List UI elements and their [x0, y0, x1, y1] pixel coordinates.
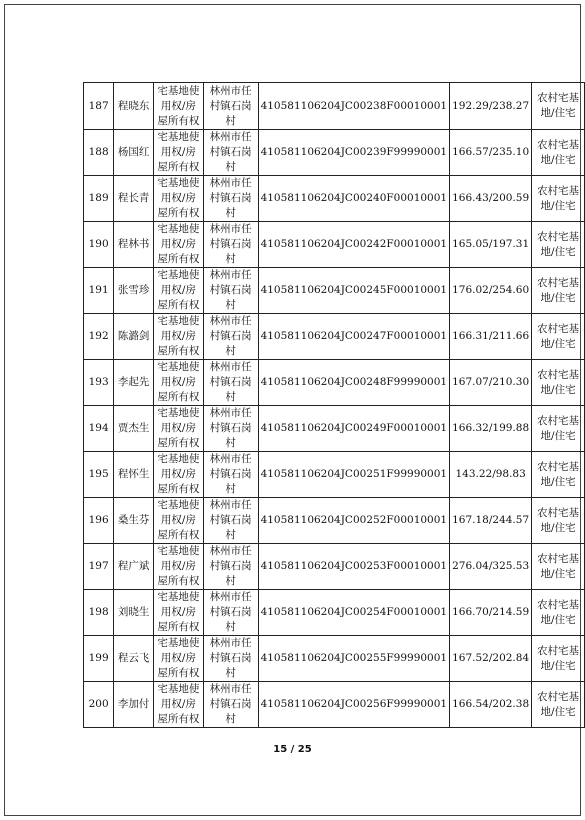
area-cell: 167.18/244.57 — [450, 498, 532, 544]
right-type-cell: 宅基地使用权/房屋所有权 — [154, 636, 204, 682]
usage-cell: 农村宅基地/住宅 — [532, 222, 585, 268]
right-type-cell: 宅基地使用权/房屋所有权 — [154, 544, 204, 590]
area-cell: 176.02/254.60 — [450, 268, 532, 314]
location-cell: 林州市任村镇石岗村 — [203, 682, 258, 728]
area-cell: 167.07/210.30 — [450, 360, 532, 406]
area-cell: 167.52/202.84 — [450, 636, 532, 682]
owner-name-cell: 程长青 — [114, 176, 154, 222]
area-cell: 165.05/197.31 — [450, 222, 532, 268]
row-number-cell: 192 — [84, 314, 114, 360]
table-row — [84, 176, 585, 222]
usage-cell: 农村宅基地/住宅 — [532, 176, 585, 222]
area-cell: 166.43/200.59 — [450, 176, 532, 222]
location-cell: 林州市任村镇石岗村 — [203, 314, 258, 360]
row-number-cell: 197 — [84, 544, 114, 590]
right-type-cell: 宅基地使用权/房屋所有权 — [154, 268, 204, 314]
right-type-cell: 宅基地使用权/房屋所有权 — [154, 83, 204, 130]
location-cell: 林州市任村镇石岗村 — [203, 452, 258, 498]
right-type-cell: 宅基地使用权/房屋所有权 — [154, 130, 204, 176]
property-code-cell: 410581106204JC00242F00010001 — [258, 222, 450, 268]
owner-name-cell: 程怀生 — [114, 452, 154, 498]
property-code-cell: 410581106204JC00247F00010001 — [258, 314, 450, 360]
property-code-cell: 410581106204JC00256F99990001 — [258, 682, 450, 728]
row-number-cell: 199 — [84, 636, 114, 682]
registration-table-body — [84, 83, 585, 728]
usage-cell: 农村宅基地/住宅 — [532, 682, 585, 728]
property-code-cell: 410581106204JC00248F99990001 — [258, 360, 450, 406]
usage-cell: 农村宅基地/住宅 — [532, 498, 585, 544]
usage-cell: 农村宅基地/住宅 — [532, 83, 585, 130]
row-number-cell: 200 — [84, 682, 114, 728]
property-code-cell: 410581106204JC00249F00010001 — [258, 406, 450, 452]
right-type-cell: 宅基地使用权/房屋所有权 — [154, 406, 204, 452]
row-number-cell: 198 — [84, 590, 114, 636]
area-cell: 166.54/202.38 — [450, 682, 532, 728]
row-number-cell: 187 — [84, 83, 114, 130]
usage-cell: 农村宅基地/住宅 — [532, 314, 585, 360]
owner-name-cell: 杨国红 — [114, 130, 154, 176]
row-number-cell: 190 — [84, 222, 114, 268]
right-type-cell: 宅基地使用权/房屋所有权 — [154, 360, 204, 406]
usage-cell: 农村宅基地/住宅 — [532, 636, 585, 682]
owner-name-cell: 李加付 — [114, 682, 154, 728]
property-code-cell: 410581106204JC00239F99990001 — [258, 130, 450, 176]
usage-cell: 农村宅基地/住宅 — [532, 590, 585, 636]
owner-name-cell: 程广斌 — [114, 544, 154, 590]
location-cell: 林州市任村镇石岗村 — [203, 498, 258, 544]
table-row — [84, 130, 585, 176]
area-cell: 192.29/238.27 — [450, 83, 532, 130]
owner-name-cell: 陈潞剑 — [114, 314, 154, 360]
location-cell: 林州市任村镇石岗村 — [203, 406, 258, 452]
right-type-cell: 宅基地使用权/房屋所有权 — [154, 314, 204, 360]
page-indicator: 15 / 25 — [273, 744, 312, 755]
area-cell: 166.57/235.10 — [450, 130, 532, 176]
row-number-cell: 195 — [84, 452, 114, 498]
area-cell: 276.04/325.53 — [450, 544, 532, 590]
row-number-cell: 188 — [84, 130, 114, 176]
right-type-cell: 宅基地使用权/房屋所有权 — [154, 222, 204, 268]
table-row — [84, 83, 585, 130]
location-cell: 林州市任村镇石岗村 — [203, 83, 258, 130]
owner-name-cell: 刘晓生 — [114, 590, 154, 636]
usage-cell: 农村宅基地/住宅 — [532, 360, 585, 406]
location-cell: 林州市任村镇石岗村 — [203, 176, 258, 222]
row-number-cell: 193 — [84, 360, 114, 406]
table-row — [84, 498, 585, 544]
row-number-cell: 196 — [84, 498, 114, 544]
usage-cell: 农村宅基地/住宅 — [532, 452, 585, 498]
table-row — [84, 590, 585, 636]
usage-cell: 农村宅基地/住宅 — [532, 130, 585, 176]
location-cell: 林州市任村镇石岗村 — [203, 636, 258, 682]
area-cell: 143.22/98.83 — [450, 452, 532, 498]
owner-name-cell: 张雪珍 — [114, 268, 154, 314]
owner-name-cell: 程云飞 — [114, 636, 154, 682]
property-code-cell: 410581106204JC00238F00010001 — [258, 83, 450, 130]
owner-name-cell: 贾杰生 — [114, 406, 154, 452]
table-row — [84, 314, 585, 360]
table-row — [84, 268, 585, 314]
registration-table — [83, 82, 585, 728]
property-code-cell: 410581106204JC00252F00010001 — [258, 498, 450, 544]
location-cell: 林州市任村镇石岗村 — [203, 130, 258, 176]
location-cell: 林州市任村镇石岗村 — [203, 544, 258, 590]
right-type-cell: 宅基地使用权/房屋所有权 — [154, 682, 204, 728]
table-row — [84, 682, 585, 728]
usage-cell: 农村宅基地/住宅 — [532, 268, 585, 314]
table-row — [84, 222, 585, 268]
property-code-cell: 410581106204JC00255F99990001 — [258, 636, 450, 682]
property-code-cell: 410581106204JC00251F99990001 — [258, 452, 450, 498]
row-number-cell: 194 — [84, 406, 114, 452]
right-type-cell: 宅基地使用权/房屋所有权 — [154, 176, 204, 222]
right-type-cell: 宅基地使用权/房屋所有权 — [154, 498, 204, 544]
table-row — [84, 406, 585, 452]
property-code-cell: 410581106204JC00253F00010001 — [258, 544, 450, 590]
table-row — [84, 360, 585, 406]
owner-name-cell: 桑生芬 — [114, 498, 154, 544]
table-row — [84, 636, 585, 682]
row-number-cell: 189 — [84, 176, 114, 222]
area-cell: 166.70/214.59 — [450, 590, 532, 636]
property-code-cell: 410581106204JC00254F00010001 — [258, 590, 450, 636]
right-type-cell: 宅基地使用权/房屋所有权 — [154, 452, 204, 498]
owner-name-cell: 程林书 — [114, 222, 154, 268]
row-number-cell: 191 — [84, 268, 114, 314]
location-cell: 林州市任村镇石岗村 — [203, 222, 258, 268]
usage-cell: 农村宅基地/住宅 — [532, 544, 585, 590]
location-cell: 林州市任村镇石岗村 — [203, 590, 258, 636]
area-cell: 166.31/211.66 — [450, 314, 532, 360]
usage-cell: 农村宅基地/住宅 — [532, 406, 585, 452]
area-cell: 166.32/199.88 — [450, 406, 532, 452]
table-row — [84, 452, 585, 498]
table-row — [84, 544, 585, 590]
owner-name-cell: 程晓东 — [114, 83, 154, 130]
owner-name-cell: 李起先 — [114, 360, 154, 406]
location-cell: 林州市任村镇石岗村 — [203, 360, 258, 406]
right-type-cell: 宅基地使用权/房屋所有权 — [154, 590, 204, 636]
location-cell: 林州市任村镇石岗村 — [203, 268, 258, 314]
property-code-cell: 410581106204JC00245F00010001 — [258, 268, 450, 314]
property-code-cell: 410581106204JC00240F00010001 — [258, 176, 450, 222]
